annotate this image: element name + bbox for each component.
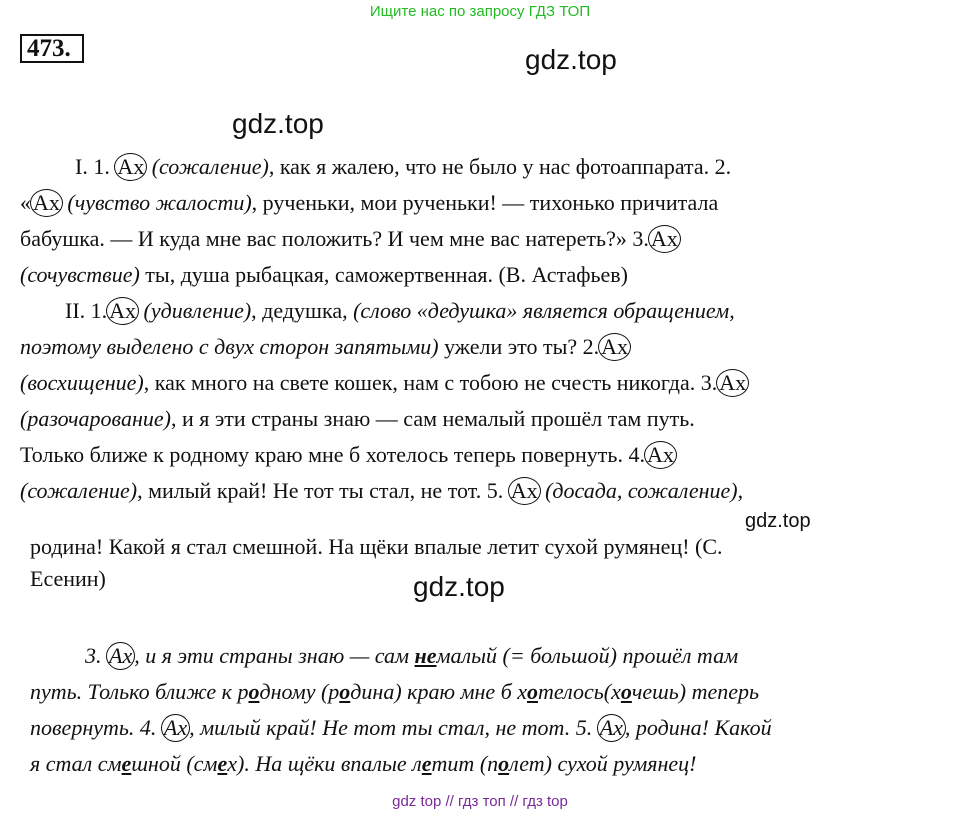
circled-interjection: Ах [644,441,677,469]
text-line: путь. Только ближе к родному (родина) краю мне б хотелось(хочешь) теперь [30,679,760,704]
circled-interjection: Ах [716,369,749,397]
text-line: Только ближе к родному краю мне б хотелось теперь повернуть. 4.Ах [20,442,676,468]
text-line: (разочарование), и я эти страны знаю — сам немалый прошёл там путь. [20,406,695,431]
text-line: повернуть. 4. Ах, милый край! Не тот ты стал, не тот. 5. Ах, родина! Какой [30,715,772,740]
text-line: (сожаление), милый край! Не тот ты стал, не тот. 5. Ах (досада, сожаление), [20,478,744,503]
text-line: II. 1.Ах (удивление), дедушка, (слово «дедушка» является обращением, [65,298,735,323]
circled-interjection: Ах [30,189,63,217]
circled-interjection: Ах [508,477,541,505]
exercise-number: 473. [20,34,84,63]
watermark: gdz.top [745,510,811,532]
watermark: gdz.top [413,571,505,602]
circled-interjection: Ах [161,714,190,742]
text-line: I. 1. Ах (сожаление), как я жалею, что не было у нас фотоаппарата. 2. [75,154,732,179]
circled-interjection: Ах [106,297,139,325]
circled-interjection: Ах [598,333,631,361]
text-line: родина! Какой я стал смешной. На щёки впалые летит сухой румянец! (С. [30,534,723,559]
top-banner: Ищите нас по запросу ГДЗ ТОП [369,3,591,20]
circled-interjection: Ах [114,153,147,181]
watermark: gdz.top [232,108,324,139]
text-line: «Ах (чувство жалости), рученьки, мои рученьки! — тихонько причитала [20,190,719,215]
circled-interjection: Ах [106,642,135,670]
text-line: (сочувствие) ты, душа рыбацкая, саможертвенная. (В. Астафьев) [20,262,628,287]
circled-interjection: Ах [648,225,681,253]
watermark: gdz.top [525,44,617,75]
footer-links: gdz top // гдз топ // гдз top [392,793,568,810]
text-line: бабушка. — И куда мне вас положить? И чем мне вас натереть?» 3.Ах [20,226,680,252]
text-line: поэтому выделено с двух сторон запятыми) ужели это ты? 2.Ах [20,334,630,360]
text-line: 3. Ах, и я эти страны знаю — сам немалый (= большой) прошёл там [85,643,739,668]
circled-interjection: Ах [597,714,626,742]
text-line: (восхищение), как много на свете кошек, нам с тобою не счесть никогда. 3.Ах [20,370,748,396]
text-line: я стал смешной (смех). На щёки впалые летит (полет) сухой румянец! [30,751,697,776]
text-line: Есенин) [30,566,106,591]
